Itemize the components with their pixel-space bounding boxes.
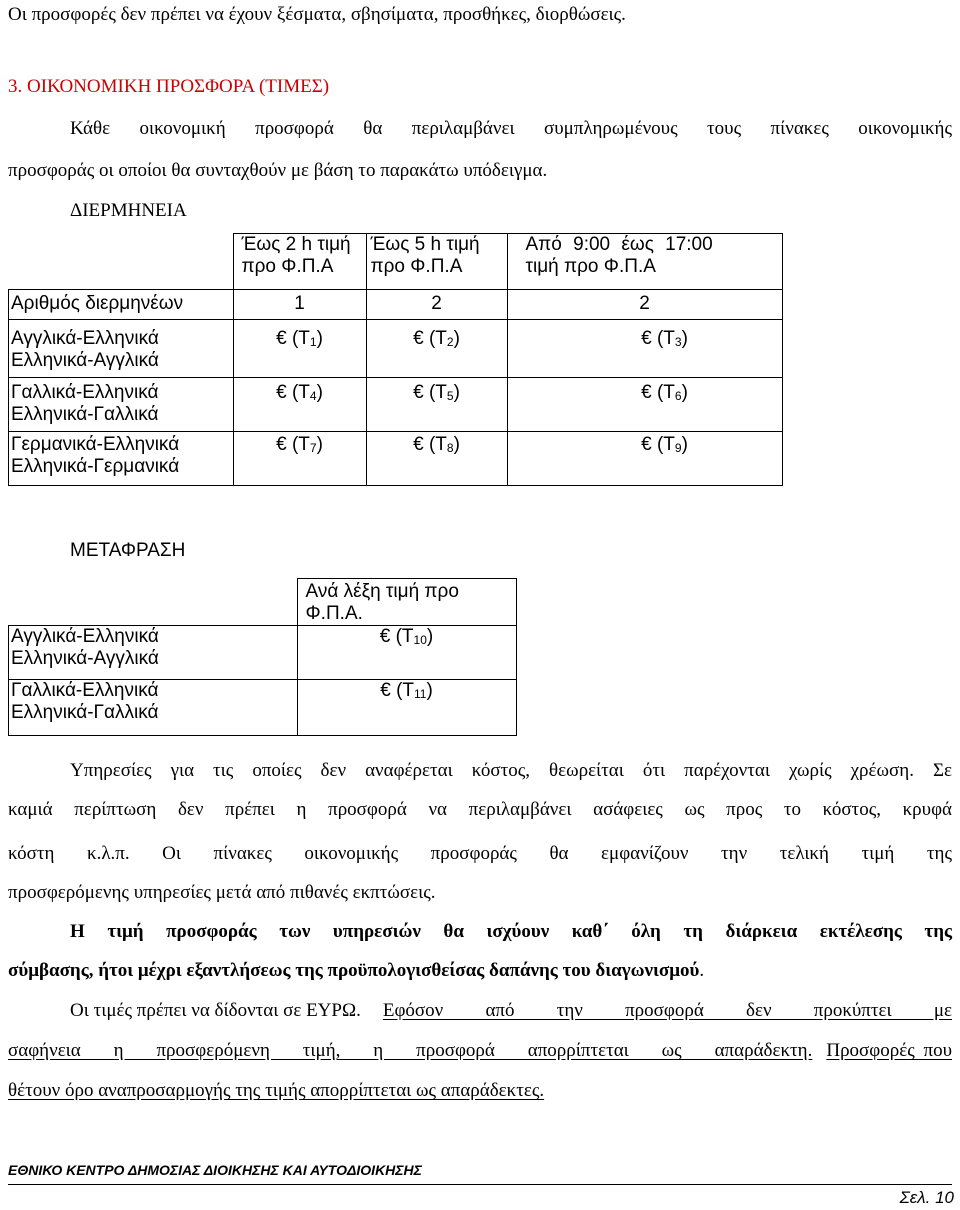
price-cell: € (Τ2) — [366, 320, 507, 378]
count-value: 2 — [507, 290, 782, 320]
validity-line2: σύμβασης, ήτοι μέχρι εξαντλήσεως της προϋπολογισθείσας δαπάνης του διαγωνισμού. — [8, 960, 705, 981]
table-row — [9, 320, 783, 378]
header-per-word: Ανά λέξη τιμή προ Φ.Π.Α. — [297, 579, 516, 626]
price-cell: € (Τ10) — [297, 626, 516, 680]
table-header-row — [9, 234, 783, 290]
price-cell: € (Τ5) — [366, 378, 507, 432]
header-col-2h: Έως 2 h τιμή προ Φ.Π.Α — [233, 234, 366, 290]
language-pair-cell: Γαλλικά-Ελληνικά Ελληνικά-Γαλλικά — [9, 680, 298, 736]
table-header-row — [9, 579, 517, 626]
count-label: Αριθμός διερμηνέων — [9, 290, 234, 320]
price-cell: € (Τ1) — [233, 320, 366, 378]
currency-line3: θέτουν όρο αναπροσαρμογής της τιμής απορρίπτεται ως απαράδεκτες. — [8, 1080, 545, 1101]
currency-line1: Οι τιμές πρέπει να δίδονται σε ΕΥΡΩ. Εφόσον από την προσφορά δεν προκύπτει με — [70, 1000, 952, 1021]
section-title: ΟΙΚΟΝΟΜΙΚΗ ΠΡΟΣΦΟΡΑ (ΤΙΜΕΣ) — [27, 76, 330, 97]
translation-heading: ΜΕΤΑΦΡΑΣΗ — [70, 540, 186, 561]
language-pair-cell: Αγγλικά-Ελληνικά Ελληνικά-Αγγλικά — [9, 320, 234, 378]
price-cell: € (Τ11) — [297, 680, 516, 736]
language-pair-cell: Γερμανικά-Ελληνικά Ελληνικά-Γερμανικά — [9, 432, 234, 486]
footer-divider — [8, 1184, 952, 1185]
price-cell: € (Τ8) — [366, 432, 507, 486]
section-paragraph-line1: Κάθε οικονομική προσφορά θα περιλαμβάνει συμπληρωμένους τους πίνακες οικονομικής — [70, 118, 952, 139]
count-value: 2 — [366, 290, 507, 320]
footer-organization: ΕΘΝΙΚΟ ΚΕΝΤΡΟ ΔΗΜΟΣΙΑΣ ΔΙΟΙΚΗΣΗΣ ΚΑΙ ΑΥΤΟΔΙΟΙΚΗΣΗΣ — [8, 1162, 422, 1178]
translation-table — [8, 578, 517, 736]
validity-line1: Η τιμή προσφοράς των υπηρεσιών θα ισχύουν καθ΄ όλη τη διάρκεια εκτέλεσης της — [70, 921, 952, 942]
interpretation-table — [8, 233, 783, 486]
price-cell: € (Τ4) — [233, 378, 366, 432]
intro-line: Οι προσφορές δεν πρέπει να έχουν ξέσματα, σβησίματα, προσθήκες, διορθώσεις. — [8, 4, 626, 25]
price-cell: € (Τ3) — [507, 320, 782, 378]
table-row — [9, 680, 517, 736]
count-value: 1 — [233, 290, 366, 320]
interpreter-count-row — [9, 290, 783, 320]
header-col-5h: Έως 5 h τιμή προ Φ.Π.Α — [366, 234, 507, 290]
section-heading — [8, 76, 329, 98]
services-line2: καμιά περίπτωση δεν πρέπει η προσφορά να περιλαμβάνει ασάφειες ως προς το κόστος, κρυφά — [8, 799, 952, 820]
table-row — [9, 432, 783, 486]
page-number: Σελ. 10 — [899, 1188, 954, 1207]
section-paragraph-line2: προσφοράς οι οποίοι θα συνταχθούν με βάση το παρακάτω υπόδειγμα. — [8, 160, 548, 181]
price-cell: € (Τ7) — [233, 432, 366, 486]
services-line1: Υπηρεσίες για τις οποίες δεν αναφέρεται κόστος, θεωρείται ότι παρέχονται χωρίς χρέωση. Σε — [70, 760, 952, 781]
currency-line2: σαφήνεια η προσφερόμενη τιμή, η προσφορά απορρίπτεται ως απαράδεκτη. Προσφορές που — [8, 1040, 952, 1061]
table-row — [9, 626, 517, 680]
interpretation-heading: ΔΙΕΡΜΗΝΕΙΑ — [70, 200, 187, 221]
price-cell: € (Τ6) — [507, 378, 782, 432]
section-number: 3. — [8, 76, 23, 97]
services-line3: κόστη κ.λ.π. Οι πίνακες οικονομικής προσφοράς θα εμφανίζουν την τελική τιμή της — [8, 843, 952, 864]
header-col-9-17: Από 9:00 έως 17:00 τιμή προ Φ.Π.Α — [507, 234, 782, 290]
language-pair-cell: Γαλλικά-Ελληνικά Ελληνικά-Γαλλικά — [9, 378, 234, 432]
table-row — [9, 378, 783, 432]
price-cell: € (Τ9) — [507, 432, 782, 486]
services-line4: προσφερόμενης υπηρεσίες μετά από πιθανές εκπτώσεις. — [8, 882, 436, 903]
language-pair-cell: Αγγλικά-Ελληνικά Ελληνικά-Αγγλικά — [9, 626, 298, 680]
